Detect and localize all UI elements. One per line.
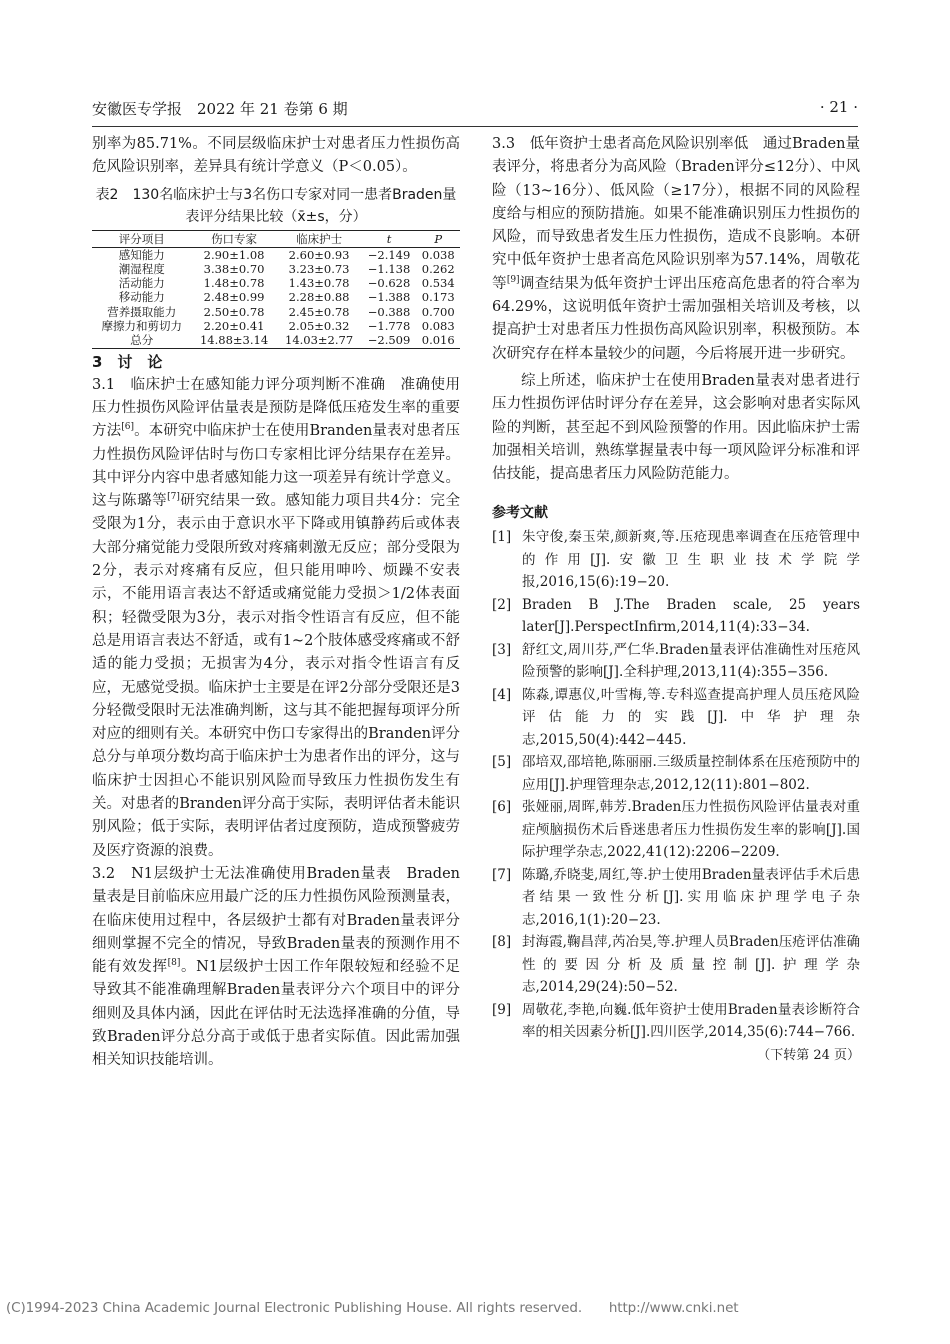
- results-table: [92, 230, 460, 349]
- reference-item: [492, 639, 860, 684]
- table-cell: 3.38±0.70: [203, 261, 265, 276]
- table-cell: 2.45±0.78: [288, 304, 350, 319]
- table-row: [92, 276, 460, 290]
- reference-number: [6]: [492, 799, 512, 816]
- reference-number: [1]: [492, 529, 512, 546]
- right-column: [492, 133, 860, 1066]
- table-cell: 总分: [92, 333, 192, 348]
- table-cell: −0.628: [367, 276, 411, 291]
- table-cell: 1.43±0.78: [288, 276, 350, 291]
- table-title: 表2 130名临床护士与3名伤口专家对同一患者Braden量表评分结果比较（x̄±s，分）: [95, 186, 457, 225]
- reference-item: [492, 594, 860, 639]
- table-cell: 2.20±0.41: [203, 319, 265, 334]
- table-cell: −1.778: [367, 319, 411, 334]
- table-cell: 0.083: [421, 319, 455, 334]
- section-3-3-paragraph: 3.3 低年资护士患者高危风险识别率低 通过Braden量表评分，将患者分为高风险（Braden评分≤12分）、中风险（13~16分）、低风险（≥17分），根据不同的风险程度给与相应的预防措施。如果不能准确识别压力性损伤的风险，而导致患者发生压力性损伤，造成不良影响。本研究中低年资护士患者高危风险识别率为57.14%，周敬花等[9]调查结果为低年资护士评出压疮高危患者的符合率为64.29%，这说明低年资护士需加强相关培训及考核，以提高护士对患者压力性损伤高风险识别率，积极预防。本次研究存在样本量较少的问题，今后将展开进一步研究。: [492, 136, 861, 362]
- reference-item: [492, 999, 860, 1044]
- table-cell: 0.262: [421, 261, 455, 276]
- reference-item: [492, 931, 860, 999]
- reference-item: [492, 684, 860, 752]
- copyright-footer: (C)1994-2023 China Academic Journal Electronic Publishing House. All rights reserved. http://www.cnki.net: [6, 1300, 739, 1316]
- table-cell: 移动能力: [118, 290, 165, 305]
- section-3-heading: 3 讨 论: [92, 352, 163, 371]
- page-header: [92, 98, 858, 124]
- continued-note: （下转第 24 页）: [757, 1047, 860, 1063]
- reference-text: 周敬花,李艳,向巍.低年资护士使用Braden量表诊断符合率的相关因素分析[J].四川医学,2014,35(6):744−766.: [522, 1001, 860, 1041]
- table-cell: 2.48±0.99: [203, 290, 265, 305]
- table-cell: 潮湿程度: [118, 261, 165, 276]
- table-cell: 2.50±0.78: [203, 304, 265, 319]
- reference-item: [492, 751, 860, 796]
- table-header-cell: 临床护士: [277, 230, 362, 247]
- reference-number: [8]: [492, 934, 512, 951]
- table-row: [92, 247, 460, 262]
- reference-item: [492, 864, 860, 932]
- table-cell: −1.388: [367, 290, 411, 305]
- summary-paragraph: 综上所述，临床护士在使用Braden量表对患者进行压力性损伤评估时评分存在差异，这会影响对患者实际风险的判断，甚至起不到风险预警的作用。因此临床护士需加强相关培训，熟练掌握量表中每一项风险评分标准和评估技能，提高患者压力风险防范能力。: [492, 372, 860, 483]
- intro-paragraph: 别率为85.71%。不同层级临床护士对患者压力性损伤高危风险识别率，差异具有统计学意义（P＜0.05）。: [92, 136, 460, 176]
- table-row: [92, 290, 460, 304]
- table-cell: 活动能力: [118, 276, 165, 291]
- table-cell: 0.173: [421, 290, 455, 305]
- reference-item: [492, 796, 860, 864]
- table-header-cell: t: [362, 230, 417, 247]
- reference-item: [492, 526, 860, 594]
- reference-text: 陈璐,乔晓斐,周红,等.护士使用Braden量表评估手术后患者结果一致性分析[J].实用临床护理学电子杂志,2016,1(1):20−23.: [522, 866, 860, 928]
- reference-text: Braden B J.The Braden scale, 25 years later[J].PerspectInfirm,2014,11(4):33−34.: [522, 596, 860, 636]
- table-header-row: [92, 230, 460, 247]
- table-cell: 0.534: [421, 276, 455, 291]
- section-3-2-paragraph: 3.2 N1层级护士无法准确使用Braden量表 Braden量表是目前临床应用最广泛的压力性损伤风险预测量表，在临床使用过程中，各层级护士都有对Braden量表评分细则掌握不完全的情况，导致Braden量表的预测作用不能有效发挥[8]。N1层级护士因工作年限较短和经验不足导致其不能准确理解Braden量表评分六个项目中的评分细则及具体内涵，因此在评估时无法选择准确的分值，导致Braden评分总分高于或低于患者实际值。因此需加强相关知识技能培训。: [92, 865, 460, 1069]
- reference-text: 朱守俊,秦玉荣,颜新爽,等.压疮现患率调查在压疮管理中的作用[J].安徽卫生职业技术学院学报,2016,15(6):19−20.: [522, 529, 860, 591]
- reference-number: [5]: [492, 754, 512, 771]
- journal-title: 安徽医专学报 2022 年 21 卷第 6 期: [92, 100, 348, 118]
- table-cell: −0.388: [367, 304, 411, 319]
- reference-number: [3]: [492, 641, 512, 658]
- reference-text: 邵培双,邵培艳,陈丽丽.三级质量控制体系在压疮预防中的应用[J].护理管理杂志,2012,12(11):801−802.: [522, 754, 860, 793]
- header-divider: [92, 126, 858, 127]
- table-row: [92, 262, 460, 276]
- table-cell: 14.88±3.14: [192, 333, 277, 348]
- table-row: [92, 319, 460, 333]
- table-cell: 摩擦力和剪切力: [101, 319, 183, 334]
- table-header-cell: 伤口专家: [192, 230, 277, 247]
- table-row: [92, 305, 460, 319]
- table-header-cell: 评分项目: [92, 230, 192, 247]
- left-column: [92, 133, 460, 1073]
- table-cell: 2.90±1.08: [203, 247, 265, 262]
- table-cell: −2.149: [367, 247, 411, 262]
- table-cell: 营养摄取能力: [107, 304, 177, 319]
- reference-text: 封海霞,鞠昌萍,芮冶昊,等.护理人员Braden压疮评估准确性的要因分析及质量控制[J].护理学杂志,2014,29(24):50−52.: [522, 934, 860, 996]
- table-cell: 2.05±0.32: [288, 319, 350, 334]
- page-number: · 21 ·: [819, 98, 858, 116]
- table-cell: 3.23±0.73: [288, 261, 350, 276]
- reference-number: [7]: [492, 866, 512, 883]
- table-cell: 1.48±0.78: [203, 276, 265, 291]
- references-heading: 参考文献: [492, 505, 548, 522]
- reference-number: [2]: [492, 596, 512, 613]
- section-3-1-paragraph: 3.1 临床护士在感知能力评分项判断不准确 准确使用压力性损伤风险评估量表是预防是降低压疮发生率的重要方法[6]。本研究中临床护士在使用Branden量表对患者压力性损伤风险评估时与伤口专家相比评分结果存在差异。其中评分内容中患者感知能力这一项差异有统计学意义。这与陈璐等[7]研究结果一致。感知能力项目共4分：完全受限为1分，表示由于意识水平下降或用镇静药后或体表大部分痛觉能力受限所致对疼痛刺激无反应；部分受限为2分，表示对疼痛有反应，但只能用呻吟、烦躁不安表示，不能用语言表达不舒适或痛觉能力受损＞1/2体表面积；轻微受限为3分，表示对指令性语言有反应，但不能总是用语言表达不舒适，或有1~2个肢体感受疼痛或不舒适的能力受损；无损害为4分，表示对指令性语言有反应，无感觉受损。临床护士主要是在评2分部分受限还是3分轻微受限时无法准确判断，这与其不能把握每项评分所对应的细则有关。本研究中伤口专家得出的Branden评分总分与单项分数均高于临床护士为患者作出的评分，这与临床护士因担心不能识别风险而导致压力性损伤发生有关。对患者的Branden评分高于实际，表明评估者未能识别风险；低于实际，表明评估者过度预防，造成预警疲劳及医疗资源的浪费。: [92, 376, 461, 859]
- reference-number: [9]: [492, 1001, 512, 1018]
- table-cell: 2.60±0.93: [288, 247, 350, 262]
- table-cell: 0.700: [421, 304, 455, 319]
- references-list: [492, 526, 860, 1044]
- table-cell: 0.038: [421, 247, 455, 262]
- table-row: [92, 333, 460, 348]
- table-cell: 0.016: [416, 333, 460, 348]
- table-header-cell: P: [416, 230, 460, 247]
- reference-text: 陈淼,谭惠仪,叶雪梅,等.专科巡查提高护理人员压疮风险评估能力的实践[J].中华护理杂志,2015,50(4):442−445.: [522, 686, 860, 748]
- table-cell: 14.03±2.77: [277, 333, 362, 348]
- reference-text: 张娅丽,周晖,韩芳.Braden压力性损伤风险评估量表对重症颅脑损伤术后昏迷患者压力性损伤发生率的影响[J].国际护理学杂志,2022,41(12):2206−2209.: [522, 799, 860, 861]
- table-cell: −1.138: [367, 261, 411, 276]
- reference-text: 舒红文,周川芬,严仁华.Braden量表评估准确性对压疮风险预警的影响[J].全科护理,2013,11(4):355−356.: [522, 641, 860, 681]
- table-cell: −2.509: [362, 333, 417, 348]
- table-cell: 感知能力: [118, 247, 165, 262]
- table-cell: 2.28±0.88: [288, 290, 350, 305]
- reference-number: [4]: [492, 686, 512, 703]
